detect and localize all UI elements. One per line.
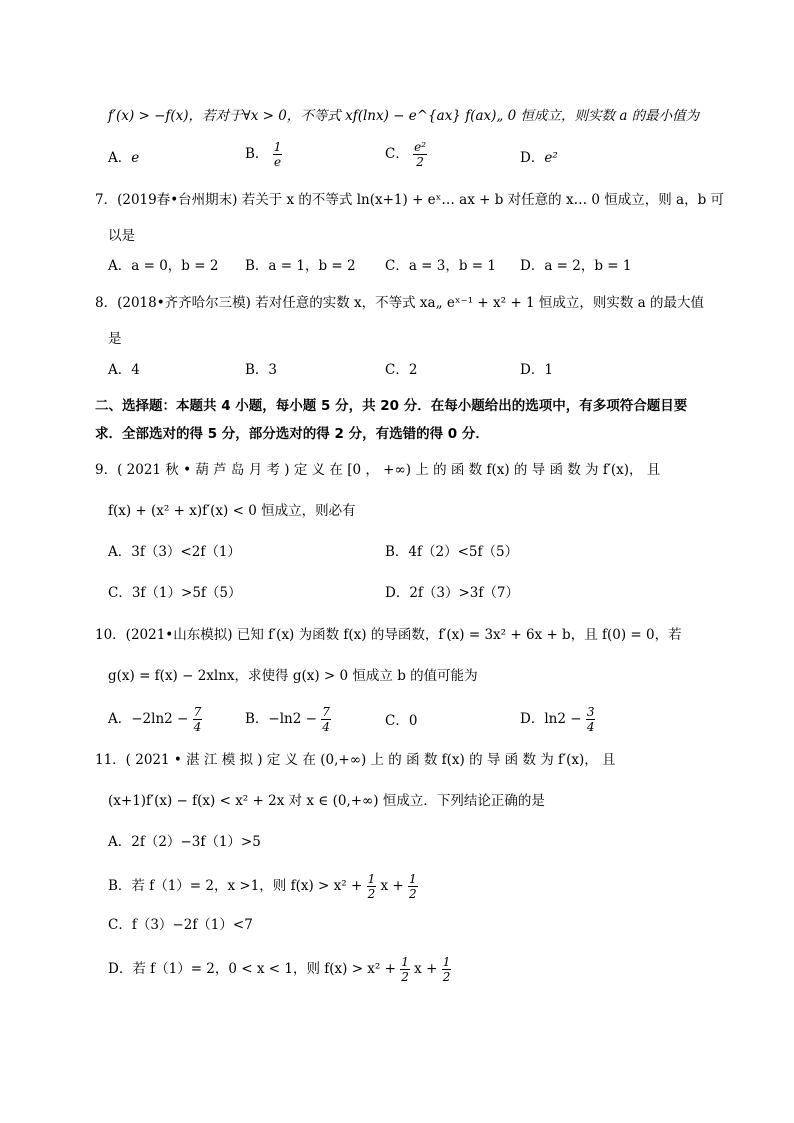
fraction: $\frac{3}{4}$ [586,705,595,734]
q8-option-d[interactable]: D．1 [520,362,553,378]
q8-option-c[interactable]: C．2 [385,362,418,378]
q7-option-c[interactable]: C．a = 3，b = 1 [385,258,496,274]
q10-option-c[interactable]: C．0 [385,713,418,729]
q10-option-d[interactable]: D．ln2 − $\frac{3}{4}$ [520,705,595,734]
q6-option-d[interactable]: D．e² [520,150,558,166]
q7-option-a[interactable]: A．a = 0，b = 2 [108,258,219,274]
q8-option-b[interactable]: B．3 [245,362,278,378]
q6-stem-tail: f′(x) > −f(x)，若对于∀x > 0，不等式 xf(lnx) − e^{ax} f(ax)„ 0 恒成立，则实数 a 的最小值为 [108,108,700,124]
fraction: $\frac{1}{2}$ [367,872,376,901]
q7-stem-line1: 7．(2019春•台州期末) 若关于 x 的不等式 ln(x+1) + eˣ… ax + b 对任意的 x… 0 恒成立，则 a，b 可 [95,192,725,208]
q11-option-d[interactable]: D．若 f（1）= 2，0 < x < 1，则 f(x) > x² + $\frac{1}{2}$ x + $\frac{1}{2}$ [108,955,451,984]
section-heading-line2: 求．全部选对的得 5 分，部分选对的得 2 分，有选错的得 0 分． [95,426,489,442]
fraction: $\frac{7}{4}$ [193,705,202,734]
fraction: $\frac{1}{e}$ [273,140,282,169]
q8-stem-line1: 8．(2018•齐齐哈尔三模) 若对任意的实数 x，不等式 xa„ eˣ⁻¹ + x² + 1 恒成立，则实数 a 的最大值 [95,295,704,311]
q10-stem-line1: 10．(2021•山东模拟) 已知 f′(x) 为函数 f(x) 的导函数，f′(x) = 3x² + 6x + b，且 f(0) = 0，若 [95,627,682,643]
q9-option-a[interactable]: A．3f（3）<2f（1） [108,544,241,560]
q9-stem-line2: f(x) + (x² + x)f′(x) < 0 恒成立，则必有 [108,503,356,519]
q9-option-d[interactable]: D．2f（3）>3f（7） [385,585,519,601]
q11-option-a[interactable]: A．2f（2）−3f（1）>5 [108,834,261,850]
q6-option-b[interactable]: B． $\frac{1}{e}$ [245,140,282,169]
fraction: $\frac{\text{e²}}{2}$ [414,140,427,169]
q11-option-b[interactable]: B．若 f（1）= 2，x >1，则 f(x) > x² + $\frac{1}{2}$ x + $\frac{1}{2}$ [108,872,417,901]
q9-stem-line1: 9．( 2021 秋 • 葫 芦 岛 月 考 ) 定 义 在 [0 ， +∞) 上 的 函 数 f(x) 的 导 函 数 为 f′(x)， 且 [95,462,661,478]
q7-option-d[interactable]: D．a = 2，b = 1 [520,258,632,274]
section-heading-line1: 二、选择题：本题共 4 小题，每小题 5 分，共 20 分．在每小题给出的选项中，有多项符合题目要 [95,398,688,414]
q6-option-c[interactable]: C． $\frac{\text{e²}}{2}$ [385,140,427,169]
q11-option-c[interactable]: C．f（3）−2f（1）<7 [108,917,253,933]
q10-option-a[interactable]: A．−2ln2 − $\frac{7}{4}$ [108,705,202,734]
q9-option-c[interactable]: C．3f（1）>5f（5） [108,585,242,601]
q6-option-a[interactable]: A．e [108,150,140,166]
q9-option-b[interactable]: B．4f（2）<5f（5） [385,544,519,560]
q8-option-a[interactable]: A．4 [108,362,140,378]
q10-option-b[interactable]: B．−ln2 − $\frac{7}{4}$ [245,705,330,734]
q11-stem-line2: (x+1)f′(x) − f(x) < x² + 2x 对 x ∈ (0,+∞) 恒成立．下列结论正确的是 [108,793,545,809]
fraction: $\frac{1}{2}$ [409,872,417,901]
q8-stem-line2: 是 [108,331,122,347]
q7-stem-line2: 以是 [108,228,135,244]
fraction: $\frac{1}{2}$ [442,955,451,984]
q10-stem-line2: g(x) = f(x) − 2xlnx，求使得 g(x) > 0 恒成立 b 的值可能为 [108,668,478,684]
q11-stem-line1: 11．( 2021 • 湛 江 模 拟 ) 定 义 在 (0,+∞) 上 的 函 数 f(x) 的 导 函 数 为 f′(x)， 且 [95,752,616,768]
fraction: $\frac{7}{4}$ [322,705,330,734]
fraction: $\frac{1}{2}$ [401,955,409,984]
q7-option-b[interactable]: B．a = 1，b = 2 [245,258,356,274]
